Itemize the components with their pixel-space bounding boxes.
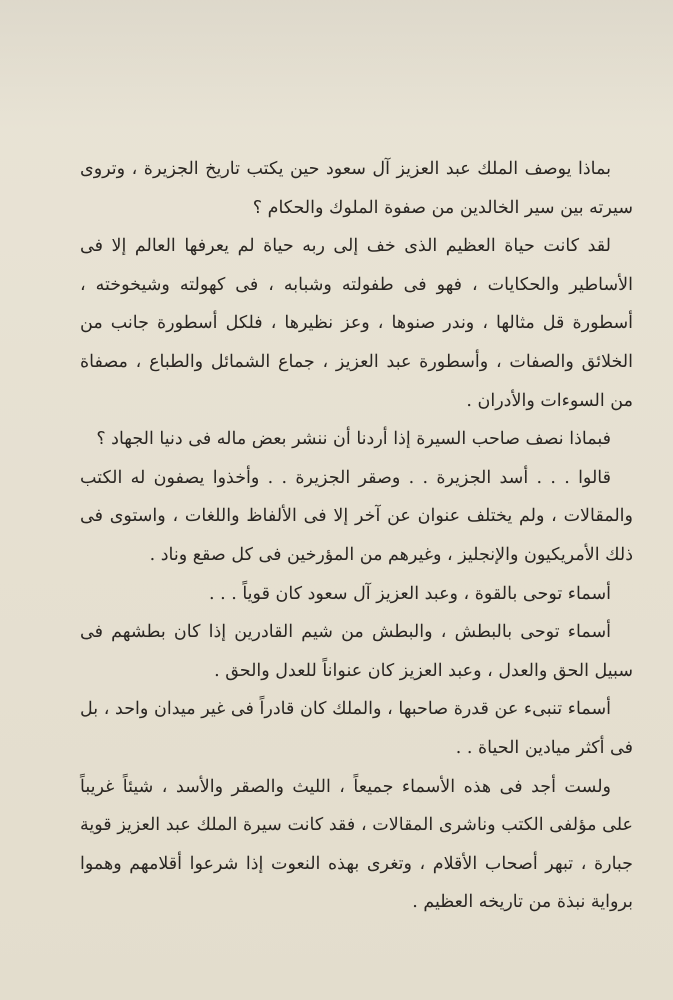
paragraph: قالوا . . . أسد الجزيرة . . وصقر الجزيرة . . وأخذوا يصفون له الكتب والمقالات ، ولم يختلف عنوان عن آخر إلا فى الألفاظ واللغات ، واستوى فى ذلك الأمريكيون والإنجليز ، وغيرهم من المؤرخين فى كل صقع وناد . xyxy=(80,467,633,565)
show-through-shadow xyxy=(0,0,673,130)
paragraph: أسماء تنبىء عن قدرة صاحبها ، والملك كان قادراً فى غير ميدان واحد ، بل فى أكثر ميادين الحياة . . xyxy=(80,699,633,758)
paragraph: أسماء توحى بالبطش ، والبطش من شيم القادرين إذا كان بطشهم فى سبيل الحق والعدل ، وعبد العزيز كان عنواناً للعدل والحق . xyxy=(80,622,633,681)
body-text xyxy=(80,150,633,922)
paragraph: ولست أجد فى هذه الأسماء جميعاً ، الليث والصقر والأسد ، شيئاً غريباً على مؤلفى الكتب وناشرى المقالات ، فقد كانت سيرة الملك عبد العزيز قوية جبارة ، تبهر أصحاب الأقلام ، وتغرى بهذه النعوت إذا شرعوا أقلامهم وهموا برواية نبذة من تاريخه العظيم . xyxy=(80,776,633,913)
paragraph: أسماء توحى بالقوة ، وعبد العزيز آل سعود كان قوياً . . . xyxy=(208,583,611,604)
paragraph: لقد كانت حياة العظيم الذى خف إلى ربه حياة لم يعرفها العالم إلا فى الأساطير والحكايات ، فهو فى طفولته وشبابه ، فى كهولته وشيخوخته ، أسطورة قل مثالها ، وندر صنوها ، وعز نظيرها ، فلكل أسطورة جانب من الخلائق والصفات ، وأسطورة عبد العزيز ، جماع الشمائل والطباع ، مصفاة من السوءات والأدران . xyxy=(80,236,633,411)
paragraph: بماذا يوصف الملك عبد العزيز آل سعود حين يكتب تاريخ الجزيرة ، وتروى سيرته بين سير الخالدين من صفوة الملوك والحكام ؟ xyxy=(80,159,633,218)
paragraph: فبماذا نصف صاحب السيرة إذا أردنا أن ننشر بعض ماله فى دنيا الجهاد ؟ xyxy=(96,429,611,450)
